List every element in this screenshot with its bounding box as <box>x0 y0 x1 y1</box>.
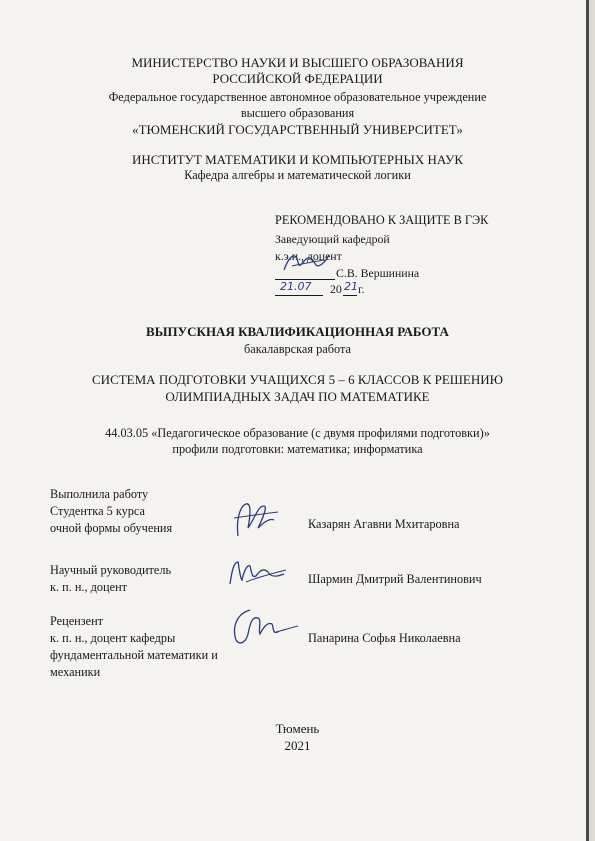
department-name: Кафедра алгебры и математической логики <box>184 168 411 182</box>
work-type: ВЫПУСКНАЯ КВАЛИФИКАЦИОННАЯ РАБОТА <box>146 324 449 339</box>
specialty-line-2: профили подготовки: математика; информатика <box>172 442 423 456</box>
supervisor-name: Шармин Дмитрий Валентинович <box>308 572 482 586</box>
approval-position: Заведующий кафедрой <box>275 232 390 246</box>
approval-degree: к.э.н., доцент <box>275 249 342 263</box>
approval-year-line <box>343 295 357 296</box>
specialty-line-1: 44.03.05 «Педагогическое образование (с двумя профилями подготовки)» <box>105 426 490 440</box>
ministry-line-2: РОССИЙСКОЙ ФЕДЕРАЦИИ <box>212 71 383 86</box>
institution-line-1: Федеральное государственное автономное образовательное учреждение <box>108 90 487 104</box>
signature-student <box>228 498 284 540</box>
supervisor-role-line-2: к. п. н., доцент <box>50 580 128 594</box>
approval-date-line <box>275 295 323 296</box>
reviewer-role-line-2: к. п. н., доцент кафедры <box>50 631 176 645</box>
reviewer-role-line-1: Рецензент <box>50 614 104 628</box>
university-name: «ТЮМЕНСКИЙ ГОСУДАРСТВЕННЫЙ УНИВЕРСИТЕТ» <box>132 122 463 137</box>
student-role-line-1: Выполнила работу <box>50 487 149 501</box>
reviewer-name: Панарина Софья Николаевна <box>308 631 461 645</box>
signature-supervisor <box>226 556 288 590</box>
work-title-line-1: СИСТЕМА ПОДГОТОВКИ УЧАЩИХСЯ 5 – 6 КЛАССОВ К РЕШЕНИЮ <box>92 372 503 387</box>
institution-line-2: высшего образования <box>240 106 355 120</box>
approval-title: РЕКОМЕНДОВАНО К ЗАЩИТЕ В ГЭК <box>275 213 489 227</box>
footer-city: Тюмень <box>275 721 320 736</box>
student-name: Казарян Агавни Мхитаровна <box>308 517 460 531</box>
work-title-line-2: ОЛИМПИАДНЫХ ЗАДАЧ ПО МАТЕМАТИКЕ <box>165 389 430 404</box>
signature-reviewer <box>228 606 300 648</box>
supervisor-role-line-1: Научный руководитель <box>50 563 172 577</box>
student-role-line-2: Студентка 5 курса <box>50 504 146 518</box>
approval-head-name: С.В. Вершинина <box>336 266 420 280</box>
signature-head <box>280 248 330 278</box>
approval-date-handwritten: 21.07 <box>280 280 312 293</box>
work-subtype: бакалаврская работа <box>244 342 351 356</box>
ministry-line-1: МИНИСТЕРСТВО НАУКИ И ВЫСШЕГО ОБРАЗОВАНИЯ <box>131 55 464 70</box>
approval-date-century: 20 <box>330 282 342 296</box>
institute-name: ИНСТИТУТ МАТЕМАТИКИ И КОМПЬЮТЕРНЫХ НАУК <box>131 152 464 167</box>
student-role-line-3: очной формы обучения <box>50 521 173 535</box>
footer-year: 2021 <box>284 738 311 753</box>
approval-year-suffix: г. <box>358 282 365 296</box>
reviewer-role-line-3: фундаментальной математики и <box>50 648 218 662</box>
reviewer-role-line-4: механики <box>50 665 101 679</box>
approval-year-handwritten: 21 <box>344 280 358 293</box>
